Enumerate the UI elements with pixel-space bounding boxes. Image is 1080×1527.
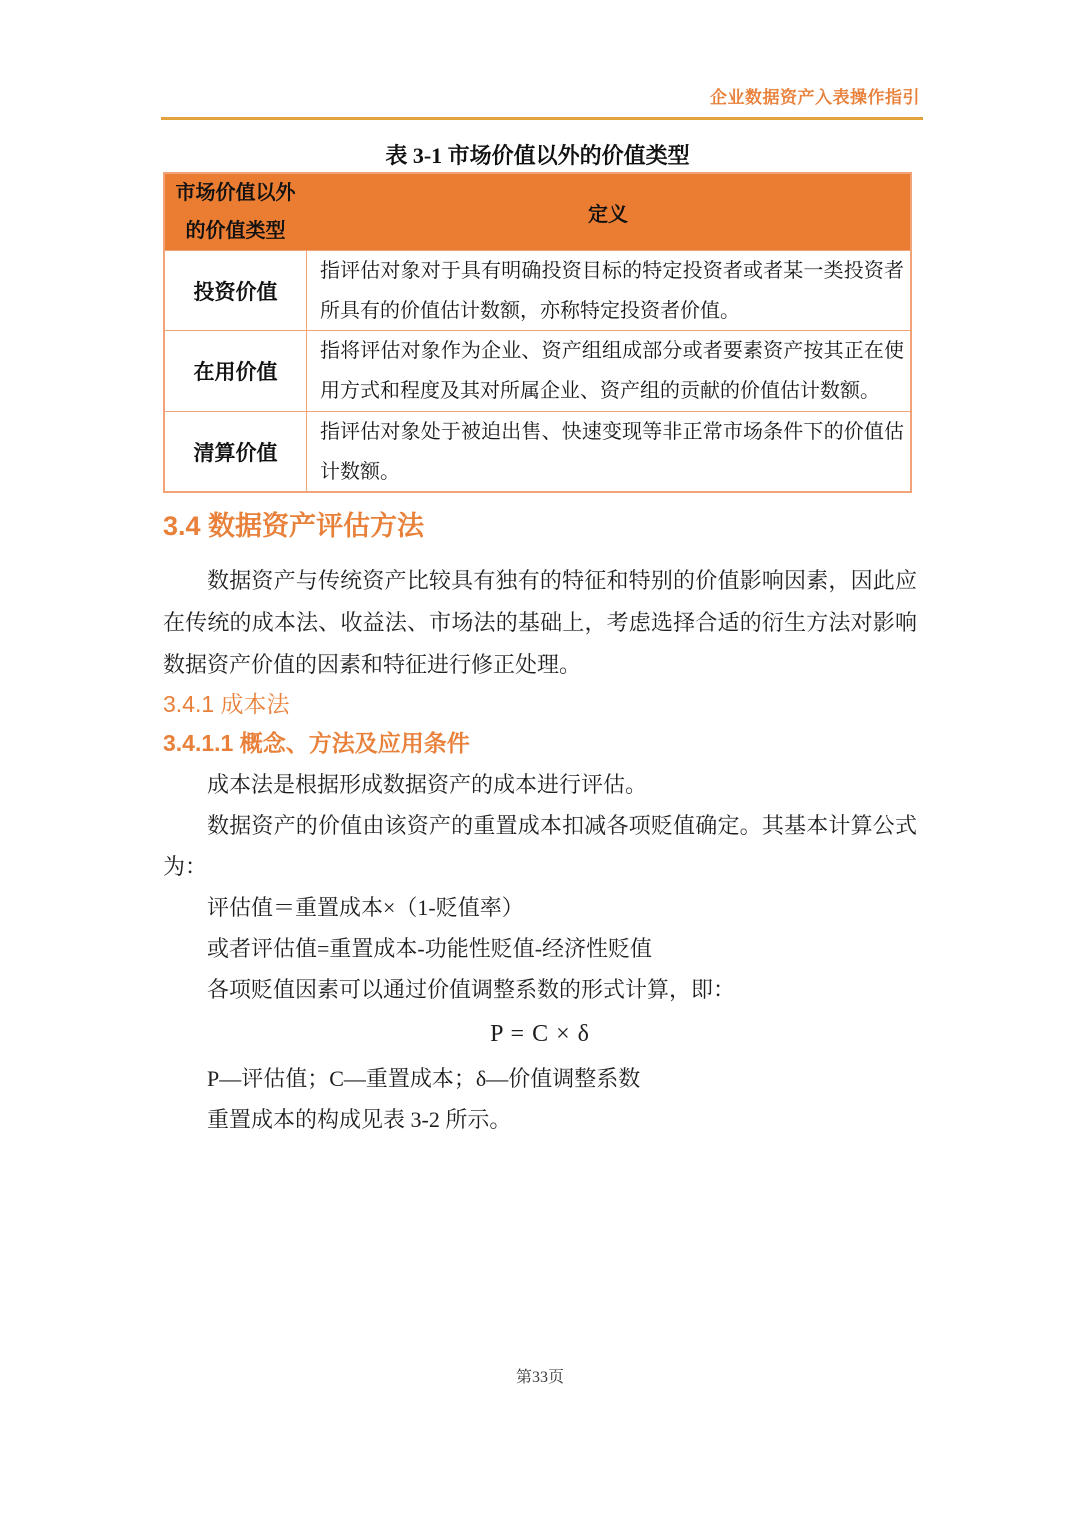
- table-row: [165, 411, 910, 491]
- definition-line: 指将评估对象作为企业、资产组组成部分或者要素资产按其正在使: [320, 340, 904, 362]
- table-header-type-line1: 市场价值以外: [175, 182, 296, 204]
- formula-line: 评估值＝重置成本×（1-贬值率）: [207, 895, 524, 920]
- body-line: 数据资产的价值由该资产的重置成本扣减各项贬值确定。其基本计算公式: [207, 813, 917, 838]
- value-type-cell: 投资价值: [193, 279, 278, 304]
- formula-legend-line: P—评估值；C—重置成本；δ—价值调整系数: [207, 1066, 641, 1091]
- definition-line: 指评估对象处于被迫出售、快速变现等非正常市场条件下的价值估: [320, 421, 904, 443]
- formula-line: 各项贬值因素可以通过价值调整系数的形式计算，即：: [207, 977, 736, 1002]
- table-header-type-line2: 的价值类型: [185, 220, 286, 242]
- table-caption: 表 3-1 市场价值以外的价值类型: [385, 143, 690, 168]
- table-header-row: [165, 174, 910, 250]
- definition-line: 用方式和程度及其对所属企业、资产组的贡献的价值估计数额。: [320, 380, 880, 402]
- table-header-definition: 定义: [588, 203, 628, 226]
- value-type-cell: 在用价值: [193, 360, 278, 384]
- section-heading-3-4-1-1: 3.4.1.1 概念、方法及应用条件: [163, 730, 470, 756]
- paragraph-line: 数据资产价值的因素和特征进行修正处理。: [163, 652, 582, 677]
- table-row: [165, 250, 910, 330]
- centered-formula: P = C × δ: [490, 1021, 590, 1047]
- value-types-table: [163, 172, 912, 493]
- header-rule: [161, 117, 923, 120]
- section-heading-3-4-1: 3.4.1 成本法: [163, 691, 290, 717]
- section-heading-3-4: 3.4 数据资产评估方法: [163, 511, 425, 541]
- paragraph-line: 在传统的成本法、收益法、市场法的基础上，考虑选择合适的衍生方法对影响: [163, 610, 917, 635]
- formula-line: 或者评估值=重置成本-功能性贬值-经济性贬值: [207, 936, 653, 961]
- definition-cell: [306, 412, 910, 491]
- definition-line: 所具有的价值估计数额，亦称特定投资者价值。: [320, 299, 740, 322]
- definition-cell: [306, 331, 910, 411]
- value-type-cell: 清算价值: [193, 440, 278, 465]
- definition-cell: [306, 251, 910, 330]
- page-header-title: 企业数据资产入表操作指引: [710, 88, 920, 107]
- definition-line: 计数额。: [320, 460, 400, 483]
- paragraph-line: 数据资产与传统资产比较具有独有的特征和特别的价值影响因素，因此应: [207, 568, 917, 593]
- body-line: 为：: [163, 854, 208, 879]
- table-header-type-column: [165, 174, 306, 250]
- definition-line: 指评估对象对于具有明确投资目标的特定投资者或者某一类投资者: [320, 260, 904, 282]
- page-number: 第33页: [515, 1369, 564, 1386]
- body-line: 重置成本的构成见表 3-2 所示。: [207, 1107, 512, 1132]
- body-line: 成本法是根据形成数据资产的成本进行评估。: [207, 772, 648, 797]
- table-row: [165, 330, 910, 411]
